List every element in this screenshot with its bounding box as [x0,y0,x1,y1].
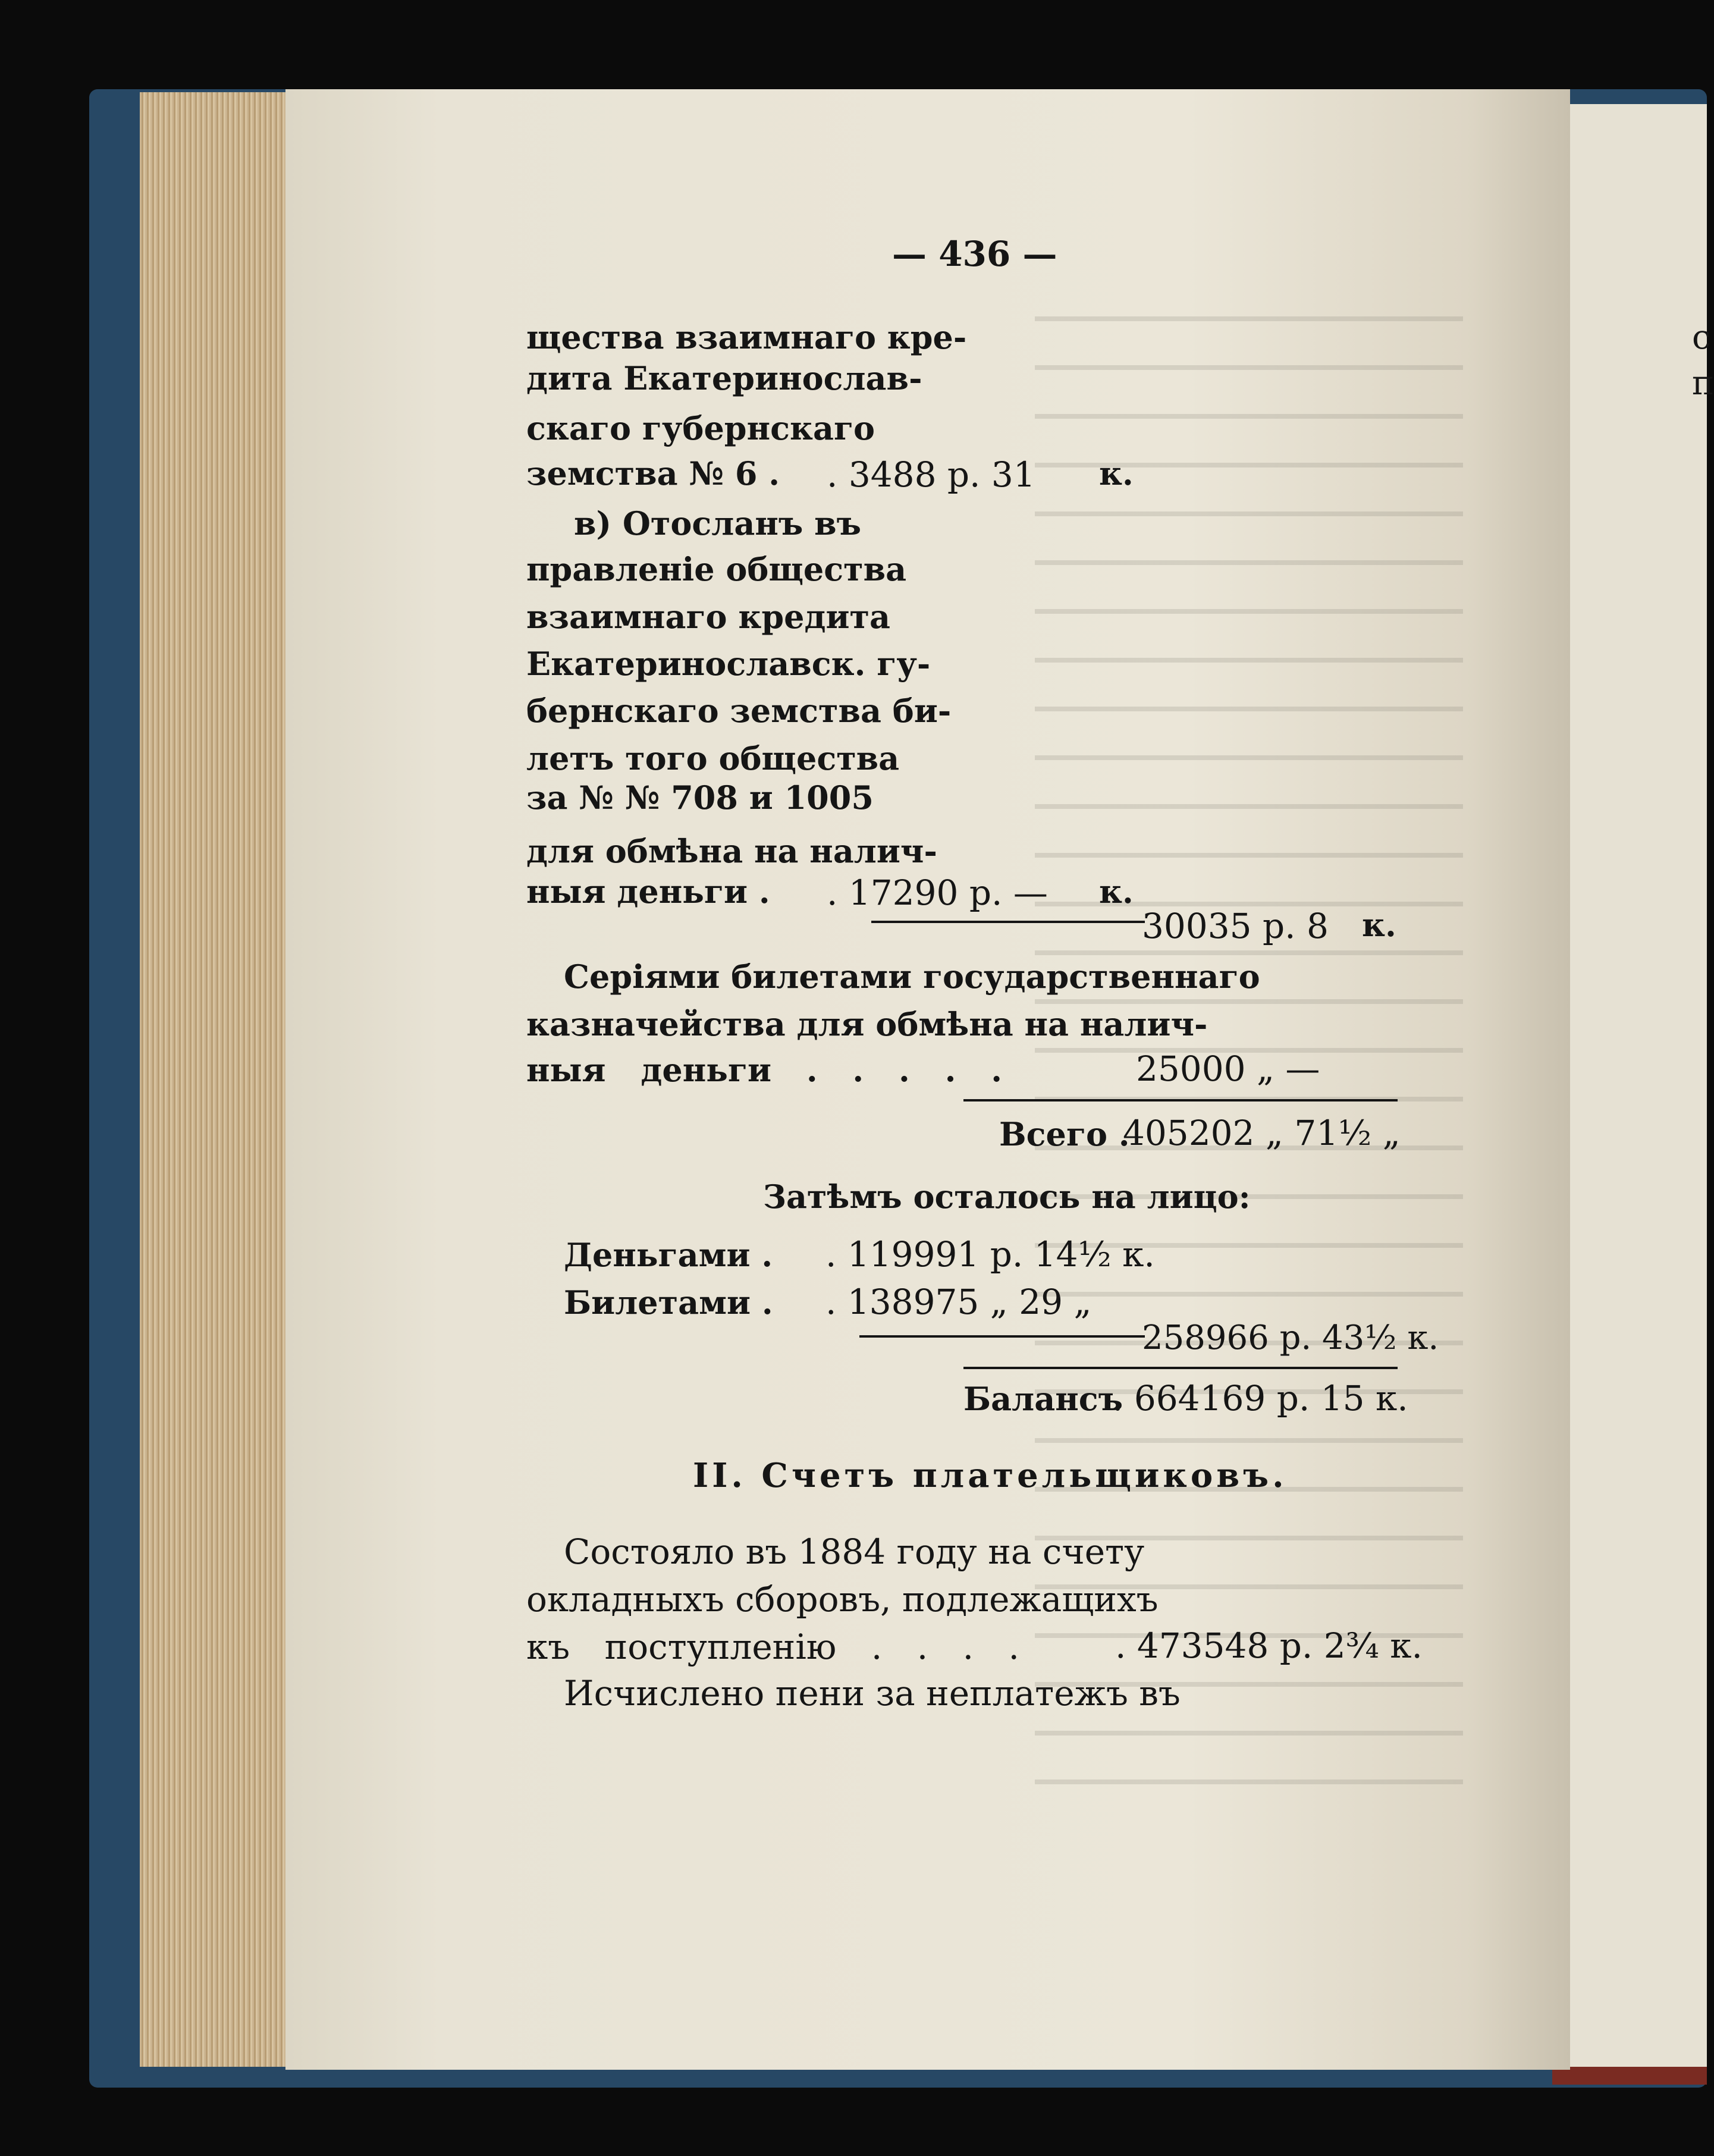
total-rule [963,1099,1398,1101]
right-page-edge [1555,104,1707,2067]
section-heading: II. Счетъ плательщиковъ. [693,1456,1288,1495]
subtotal-unit: к. [1362,906,1396,944]
text-line: скаго губернскаго [526,409,875,447]
text-line: за № № 708 и 1005 [526,779,874,817]
series-value: 25000 „ — [1136,1049,1320,1089]
remain-label: Деньгами . [564,1236,773,1274]
text-line: в) Отосланъ въ [574,504,862,542]
text-line: Екатеринославск. гу- [526,645,931,683]
text-line: для обмѣна на налич- [526,832,937,870]
text-line: щества взаимнаго кре- [526,318,967,356]
sum-rule [859,1335,1145,1338]
entry-unit: к. [1099,873,1134,911]
remain-sum: 258966 р. 43½ к. [1142,1319,1439,1357]
page-number: — 436 — [892,234,1057,274]
total-label: Всего . [999,1115,1130,1153]
remain-value: . 119991 р. 14½ к. [825,1234,1155,1275]
sum-rule [871,921,1145,923]
text-line: дита Екатеринослав- [526,359,922,397]
balance-label: Балансъ [963,1380,1123,1418]
balance-value: . 664169 р. 15 к. [1112,1378,1408,1418]
text-line: правленіе общества [526,550,907,588]
text-line: земства № 6 . [526,454,780,492]
text-line: взаимнаго кредита [526,598,890,636]
section2-value: . 473548 р. 2¾ к. [1115,1625,1423,1666]
entry-amount: . 17290 р. — [827,873,1048,913]
text-line: казначейства для обмѣна на налич- [526,1005,1208,1043]
text-line: бернскаго земства би- [526,692,952,730]
remain-value: . 138975 „ 29 „ [825,1282,1092,1322]
remain-label: Билетами . [564,1283,773,1322]
text-line: къ поступленію . . . . [526,1627,1019,1667]
text-line: Состояло въ 1884 году на счету [564,1532,1145,1572]
total-value: 405202 „ 71½ „ [1123,1113,1401,1153]
text-line: окладныхъ сборовъ, подлежащихъ [526,1579,1159,1620]
page-block-edge [140,92,288,2067]
text-line: летъ того общества [526,739,900,777]
right-page-letter: п [1692,364,1714,403]
balance-rule [963,1367,1398,1369]
remain-heading: Затѣмъ осталось на лицо: [763,1178,1251,1216]
text-line: Исчислено пени за неплатежъ въ [564,1673,1181,1713]
text-line: Серіями билетами государственнаго [564,958,1260,996]
text-line: ныя деньги . [526,873,770,911]
entry-amount: . 3488 р. 31 [827,454,1035,495]
entry-unit: к. [1099,454,1134,492]
text-line: ныя деньги . . . . . [526,1051,1003,1089]
subtotal: 30035 р. 8 [1142,906,1329,946]
right-page-letter: с [1692,318,1711,357]
